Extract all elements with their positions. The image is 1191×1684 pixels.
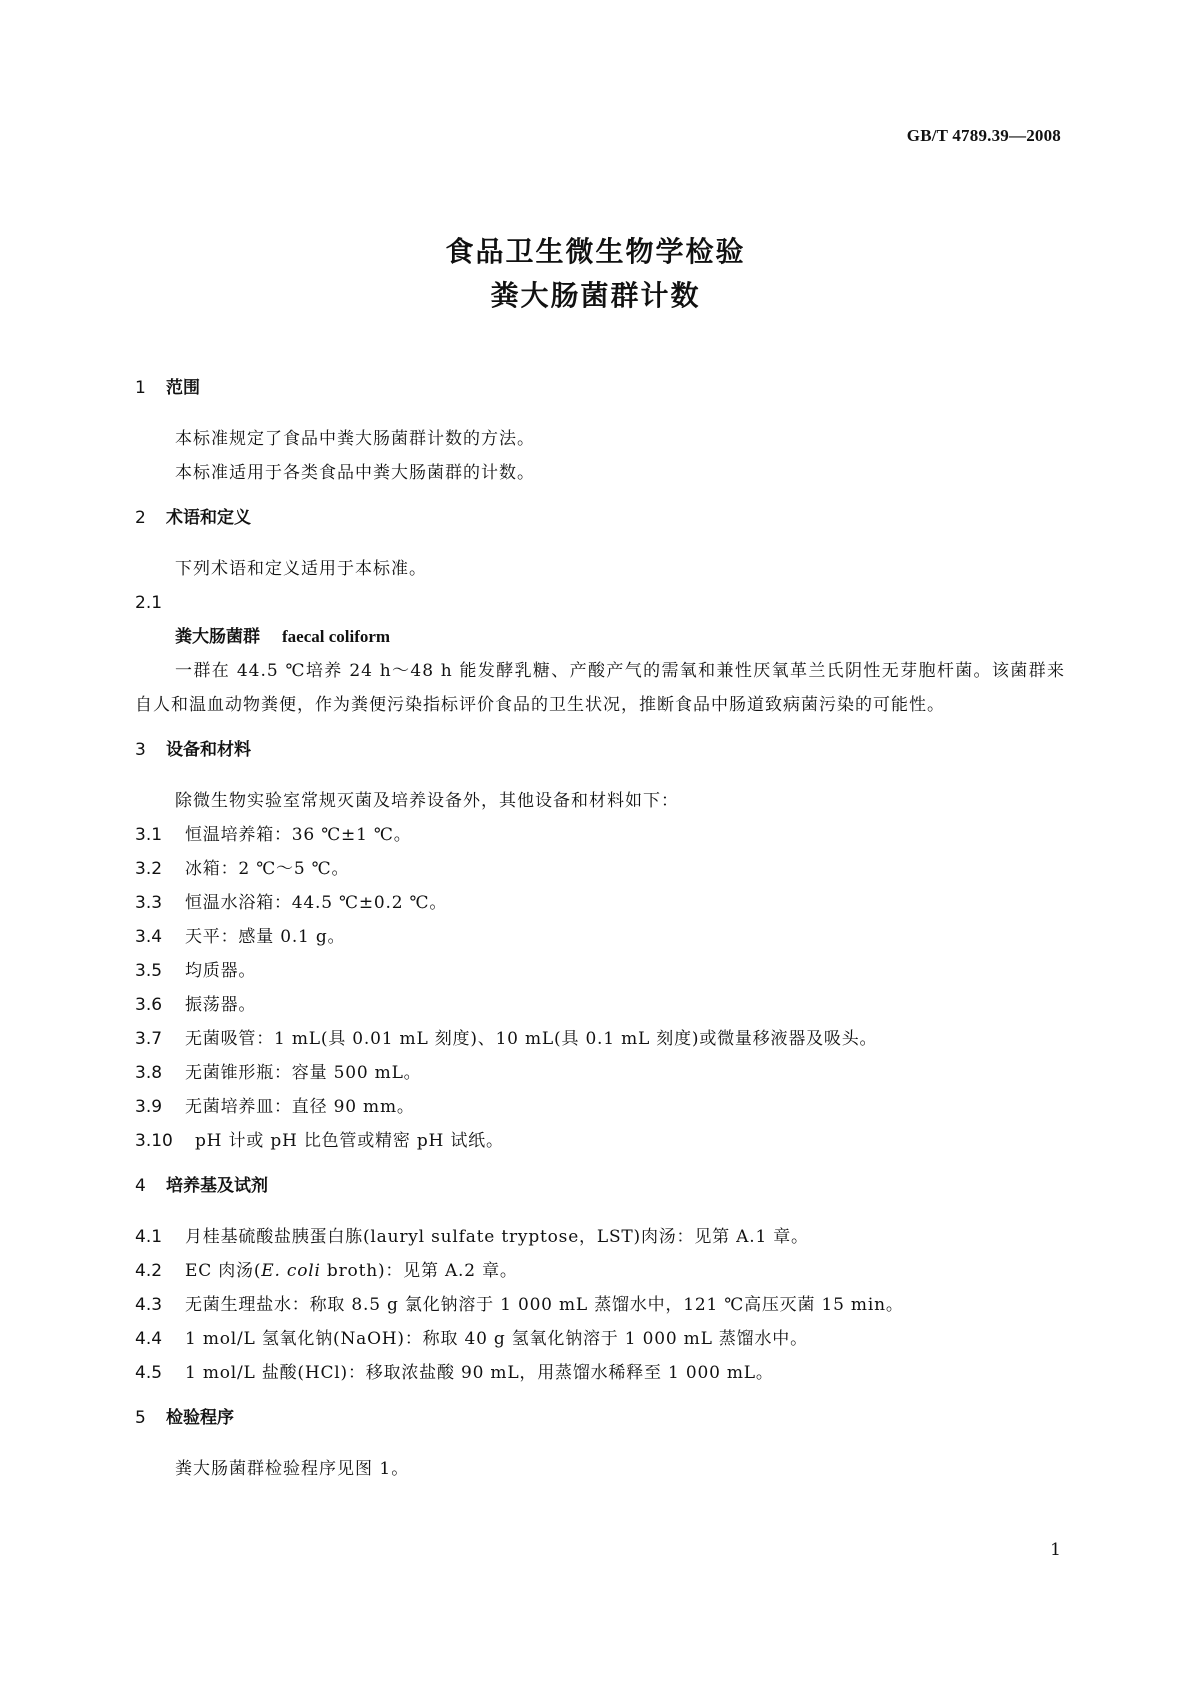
section-number: 1 — [135, 378, 146, 398]
list-item: 4.3 无菌生理盐水：称取 8.5 g 氯化钠溶于 1 000 mL 蒸馏水中，121 ℃高压灭菌 15 min。 — [135, 1295, 904, 1315]
list-item: 3.8 无菌锥形瓶：容量 500 mL。 — [135, 1063, 422, 1083]
list-item: 3.7 无菌吸管：1 mL(具 0.01 mL 刻度)、10 mL(具 0.1 mL 刻度)或微量移液器及吸头。 — [135, 1029, 878, 1049]
section-4-heading — [135, 1174, 1065, 1198]
standard-code: GB/T 4789.39—2008 — [906, 126, 1061, 145]
section-title: 培养基及试剂 — [166, 1176, 268, 1196]
section-title: 范围 — [166, 378, 200, 398]
section-number: 3 — [135, 740, 146, 760]
section-title: 检验程序 — [166, 1408, 234, 1428]
list-item: 3.6 振荡器。 — [135, 995, 257, 1015]
list-item: 4.4 1 mol/L 氢氧化钠(NaOH)：称取 40 g 氢氧化钠溶于 1 000 mL 蒸馏水中。 — [135, 1329, 808, 1349]
title-line-2: 粪大肠菌群计数 — [490, 279, 701, 312]
section-number: 4 — [135, 1176, 146, 1196]
list-item: 4.2 EC 肉汤(E. coli broth)：见第 A.2 章。 — [135, 1261, 518, 1281]
paragraph: 本标准适用于各类食品中粪大肠菌群的计数。 — [175, 463, 535, 483]
section-3-heading — [135, 738, 1065, 762]
section-number: 2 — [135, 508, 146, 528]
list-item: 3.1 恒温培养箱：36 ℃±1 ℃。 — [135, 825, 412, 845]
paragraph: 下列术语和定义适用于本标准。 — [175, 559, 427, 579]
section-5-heading — [135, 1406, 1065, 1430]
list-item: 3.10 pH 计或 pH 比色管或精密 pH 试纸。 — [135, 1131, 504, 1151]
paragraph: 本标准规定了食品中粪大肠菌群计数的方法。 — [175, 429, 535, 449]
section-1-heading — [135, 376, 1065, 400]
subsection-number: 2.1 — [135, 593, 163, 613]
list-item: 4.5 1 mol/L 盐酸(HCl)：移取浓盐酸 90 mL，用蒸馏水稀释至 1 000 mL。 — [135, 1363, 774, 1383]
definition-paragraph: 一群在 44.5 ℃培养 24 h～48 h 能发酵乳糖、产酸产气的需氧和兼性厌氧革兰氏阴性无芽胞杆菌。该菌群来自人和温血动物粪便，作为粪便污染指标评价食品的卫生状况，推断食品中肠道致病菌污染的可能性。 — [135, 661, 1065, 715]
paragraph: 除微生物实验室常规灭菌及培养设备外，其他设备和材料如下： — [175, 791, 679, 811]
list-item: 3.2 冰箱：2 ℃～5 ℃。 — [135, 859, 350, 879]
list-item: 3.5 均质器。 — [135, 961, 257, 981]
section-number: 5 — [135, 1408, 146, 1428]
list-item: 4.1 月桂基硫酸盐胰蛋白胨(lauryl sulfate tryptose，LST)肉汤：见第 A.1 章。 — [135, 1227, 809, 1247]
section-2-heading — [135, 506, 1065, 530]
list-item: 3.9 无菌培养皿：直径 90 mm。 — [135, 1097, 415, 1117]
list-item: 3.4 天平：感量 0.1 g。 — [135, 927, 346, 947]
page-number: 1 — [1050, 1540, 1061, 1560]
section-title: 术语和定义 — [166, 508, 251, 528]
term-entry — [135, 620, 1065, 654]
section-title: 设备和材料 — [166, 740, 251, 760]
term-english: faecal coliform — [282, 627, 391, 646]
paragraph: 粪大肠菌群检验程序见图 1。 — [175, 1459, 410, 1479]
organism-name: E. coli — [261, 1261, 321, 1281]
document-body — [135, 376, 1065, 1486]
term-chinese: 粪大肠菌群 — [175, 627, 260, 647]
document-title — [0, 230, 1191, 318]
list-item: 3.3 恒温水浴箱：44.5 ℃±0.2 ℃。 — [135, 893, 448, 913]
title-line-1: 食品卫生微生物学检验 — [445, 235, 746, 268]
